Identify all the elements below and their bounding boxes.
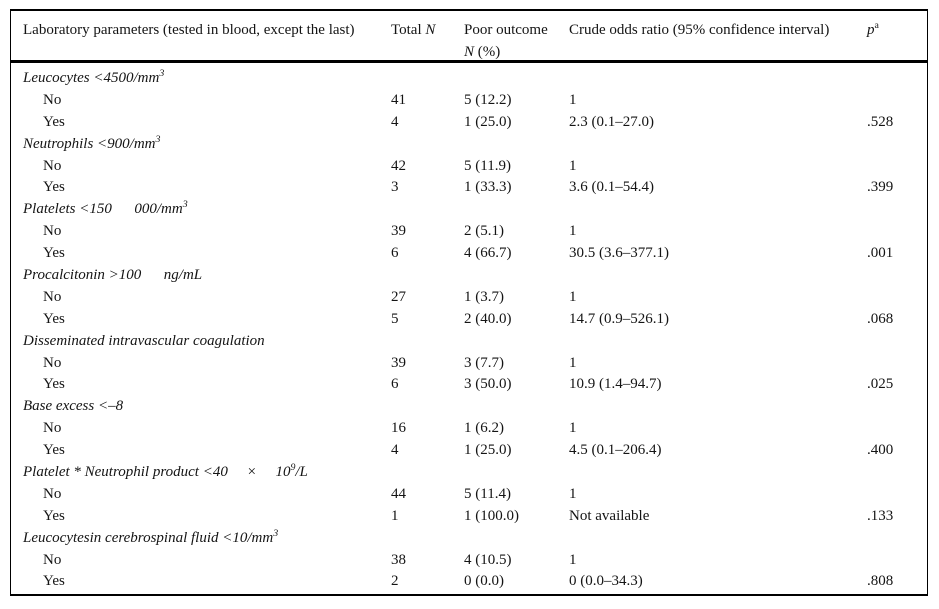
parameter-group-row (11, 199, 927, 221)
parameter-label-text: Base excess <–8 (23, 398, 124, 415)
table-row (11, 156, 927, 178)
total-n-value: 4 (391, 442, 399, 459)
row-label: Yes (43, 113, 65, 130)
odds-ratio-value: 1 (569, 223, 577, 240)
poor-outcome-value: 4 (10.5) (464, 551, 512, 568)
total-n-value: 27 (391, 288, 406, 305)
header-poor-outcome-line2 (464, 42, 569, 64)
parameter-label-text: Leucocytes <4500/mm (23, 70, 160, 86)
parameter-group-row (11, 134, 927, 156)
row-label: Yes (43, 179, 65, 196)
table-row (11, 374, 927, 396)
parameter-label-superscript: 3 (159, 68, 165, 79)
parameter-label-text: Platelets <150 000/mm (23, 201, 183, 218)
total-n-value: 39 (391, 354, 406, 371)
p-value: .025 (867, 376, 894, 393)
poor-outcome-value: 5 (12.2) (464, 91, 512, 108)
row-label: Yes (43, 442, 65, 459)
odds-ratio-value: 1 (569, 288, 577, 305)
parameter-group-row (11, 462, 927, 484)
table-row (11, 177, 927, 199)
parameter-label-text: Procalcitonin >100 ng/mL (23, 267, 203, 284)
parameter-label-text: Platelet * Neutrophil product <40 × 10 (23, 464, 291, 481)
table-header-row (11, 11, 927, 63)
poor-outcome-value: 2 (40.0) (464, 310, 512, 327)
odds-ratio-value: 0 (0.0–34.3) (569, 573, 643, 590)
row-label: No (43, 223, 62, 240)
odds-ratio-value: 1 (569, 354, 577, 371)
header-poor-outcome (464, 20, 569, 63)
parameter-label-text: Disseminated intravascular coagulation (23, 332, 265, 349)
header-laboratory-parameters: Laboratory parameters (tested in blood, except the last) (23, 22, 355, 38)
row-label: No (43, 485, 62, 502)
header-poor-outcome-line1: Poor outcome (464, 22, 548, 38)
total-n-value: 16 (391, 420, 406, 437)
poor-outcome-value: 1 (25.0) (464, 442, 512, 459)
total-n-value: 3 (391, 179, 399, 196)
poor-outcome-value: 2 (5.1) (464, 223, 504, 240)
odds-ratio-value: Not available (569, 507, 650, 524)
header-total-n (391, 20, 464, 42)
parameter-label (11, 396, 391, 418)
odds-ratio-value: 1 (569, 551, 577, 568)
odds-ratio-value: 1 (569, 420, 577, 437)
table-row (11, 571, 927, 593)
header-crude-odds-ratio: Crude odds ratio (95% confidence interval) (569, 22, 830, 38)
parameter-label (11, 134, 391, 156)
header-p-superscript-a: a (874, 20, 879, 31)
odds-ratio-value: 4.5 (0.1–206.4) (569, 442, 662, 459)
odds-ratio-value: 30.5 (3.6–377.1) (569, 245, 669, 262)
parameter-label-superscript: 3 (273, 527, 279, 539)
table-row (11, 287, 927, 309)
odds-ratio-value: 10.9 (1.4–94.7) (569, 376, 662, 393)
row-label: No (43, 157, 62, 174)
row-label: Yes (43, 310, 65, 327)
parameter-label (11, 331, 391, 353)
parameter-group-row (11, 396, 927, 418)
table-row (11, 90, 927, 112)
total-n-value: 6 (391, 376, 399, 393)
odds-ratio-value: 1 (569, 157, 577, 174)
lab-parameters-table (10, 9, 928, 596)
total-n-value: 6 (391, 245, 399, 262)
total-n-value: 1 (391, 507, 399, 524)
table-row (11, 440, 927, 462)
total-n-value: 41 (391, 91, 406, 108)
parameter-group-row (11, 331, 927, 353)
p-value: .808 (867, 573, 894, 590)
table-row (11, 112, 927, 134)
poor-outcome-value: 3 (50.0) (464, 376, 512, 393)
total-n-value: 39 (391, 223, 406, 240)
row-label: No (43, 91, 62, 108)
parameter-label-superscript: 3 (155, 133, 161, 145)
row-label: Yes (43, 507, 65, 524)
poor-outcome-value: 0 (0.0) (464, 573, 504, 590)
poor-outcome-value: 5 (11.9) (464, 157, 511, 174)
parameter-group-row (11, 265, 927, 287)
parameter-label-superscript: 3 (182, 199, 188, 211)
parameter-label (11, 528, 391, 550)
total-n-value: 44 (391, 485, 406, 502)
parameter-label (11, 265, 391, 287)
p-value: .068 (867, 310, 894, 327)
table-row (11, 353, 927, 375)
row-label: No (43, 551, 62, 568)
row-label: No (43, 420, 62, 437)
table-row (11, 550, 927, 572)
row-label: Yes (43, 245, 65, 262)
table-row (11, 506, 927, 528)
p-value: .001 (867, 245, 894, 262)
poor-outcome-value: 1 (33.3) (464, 179, 512, 196)
parameter-group-row (11, 68, 927, 90)
odds-ratio-value: 1 (569, 485, 577, 502)
odds-ratio-value: 2.3 (0.1–27.0) (569, 113, 654, 130)
poor-outcome-value: 1 (3.7) (464, 288, 504, 305)
row-label: No (43, 288, 62, 305)
p-value: .528 (867, 113, 894, 130)
table-row (11, 221, 927, 243)
total-n-value: 4 (391, 113, 399, 130)
header-p-value (867, 20, 929, 42)
table-row (11, 309, 927, 331)
parameter-label (11, 462, 391, 484)
parameter-label (11, 199, 391, 221)
poor-outcome-value: 5 (11.4) (464, 485, 511, 502)
header-total-n-text: Total (391, 22, 426, 38)
parameter-label-superscript: 9 (290, 462, 296, 474)
table-body (11, 63, 927, 593)
header-p-symbol: p (867, 22, 875, 38)
header-poor-outcome-percent: (%) (474, 43, 501, 60)
table-row (11, 484, 927, 506)
total-n-value: 2 (391, 573, 399, 590)
parameter-label-text: Neutrophils <900/mm (23, 135, 156, 152)
header-poor-outcome-n-symbol: N (464, 43, 475, 60)
total-n-value: 42 (391, 157, 406, 174)
poor-outcome-value: 1 (25.0) (464, 113, 512, 130)
table-row (11, 243, 927, 265)
header-total-n-symbol: N (425, 22, 436, 38)
p-value: .400 (867, 442, 894, 459)
poor-outcome-value: 3 (7.7) (464, 354, 504, 371)
poor-outcome-value: 1 (100.0) (464, 507, 519, 524)
parameter-label (11, 68, 391, 90)
total-n-value: 38 (391, 551, 406, 568)
row-label: Yes (43, 376, 65, 393)
odds-ratio-value: 1 (569, 91, 577, 108)
row-label: No (43, 354, 62, 371)
parameter-label-text: Leucocytesin cerebrospinal fluid <10/mm (23, 529, 274, 546)
poor-outcome-value: 4 (66.7) (464, 245, 512, 262)
p-value: .399 (867, 179, 894, 196)
parameter-label-suffix: /L (295, 464, 308, 481)
row-label: Yes (43, 573, 65, 590)
table-row (11, 418, 927, 440)
total-n-value: 5 (391, 310, 399, 327)
poor-outcome-value: 1 (6.2) (464, 420, 504, 437)
odds-ratio-value: 14.7 (0.9–526.1) (569, 310, 669, 327)
odds-ratio-value: 3.6 (0.1–54.4) (569, 179, 654, 196)
p-value: .133 (867, 507, 894, 524)
parameter-group-row (11, 528, 927, 550)
